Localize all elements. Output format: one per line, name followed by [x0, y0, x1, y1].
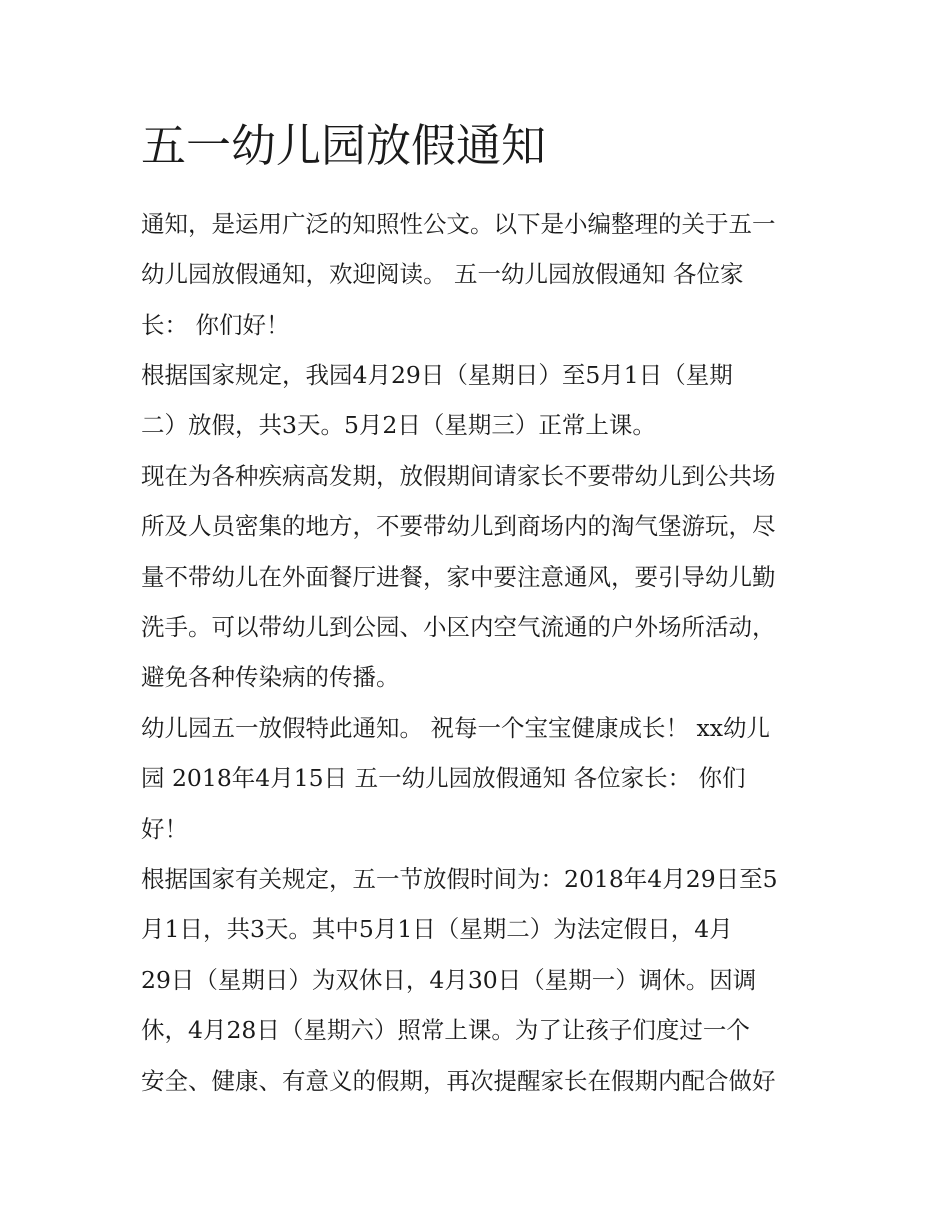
paragraph-line: 二）放假，共3天。5月2日（星期三）正常上课。	[141, 411, 656, 439]
paragraph-line: 休，4月28日（星期六）照常上课。为了让孩子们度过一个	[141, 1016, 750, 1044]
paragraph-line: 所及人员密集的地方，不要带幼儿到商场内的淘气堡游玩，尽	[141, 512, 776, 540]
document-title: 五一幼儿园放假通知	[141, 119, 547, 172]
paragraph-line: 幼儿园放假通知，欢迎阅读。 五一幼儿园放假通知 各位家	[141, 260, 744, 288]
paragraph-line: 长： 你们好！	[141, 311, 290, 339]
paragraph-line: 幼儿园五一放假特此通知。 祝每一个宝宝健康成长！ xx幼儿	[141, 714, 770, 742]
paragraph-line: 安全、健康、有意义的假期，再次提醒家长在假期内配合做好	[141, 1067, 776, 1095]
paragraph-line: 好！	[141, 815, 188, 843]
paragraph-line: 根据国家有关规定，五一节放假时间为：2018年4月29日至5	[141, 865, 778, 893]
paragraph-line: 避免各种传染病的传播。	[141, 663, 400, 691]
paragraph-line: 29日（星期日）为双休日，4月30日（星期一）调休。因调	[141, 966, 757, 994]
paragraph-line: 月1日，共3天。其中5月1日（星期二）为法定假日，4月	[141, 915, 733, 943]
paragraph-line: 园 2018年4月15日 五一幼儿园放假通知 各位家长： 你们	[141, 764, 746, 792]
paragraph-line: 洗手。可以带幼儿到公园、小区内空气流通的户外场所活动，	[141, 613, 776, 641]
paragraph-line: 通知，是运用广泛的知照性公文。以下是小编整理的关于五一	[141, 210, 776, 238]
paragraph-line: 量不带幼儿在外面餐厅进餐，家中要注意通风，要引导幼儿勤	[141, 563, 776, 591]
paragraph-line: 根据国家规定，我园4月29日（星期日）至5月1日（星期	[141, 361, 733, 389]
paragraph-line: 现在为各种疾病高发期，放假期间请家长不要带幼儿到公共场	[141, 462, 776, 490]
